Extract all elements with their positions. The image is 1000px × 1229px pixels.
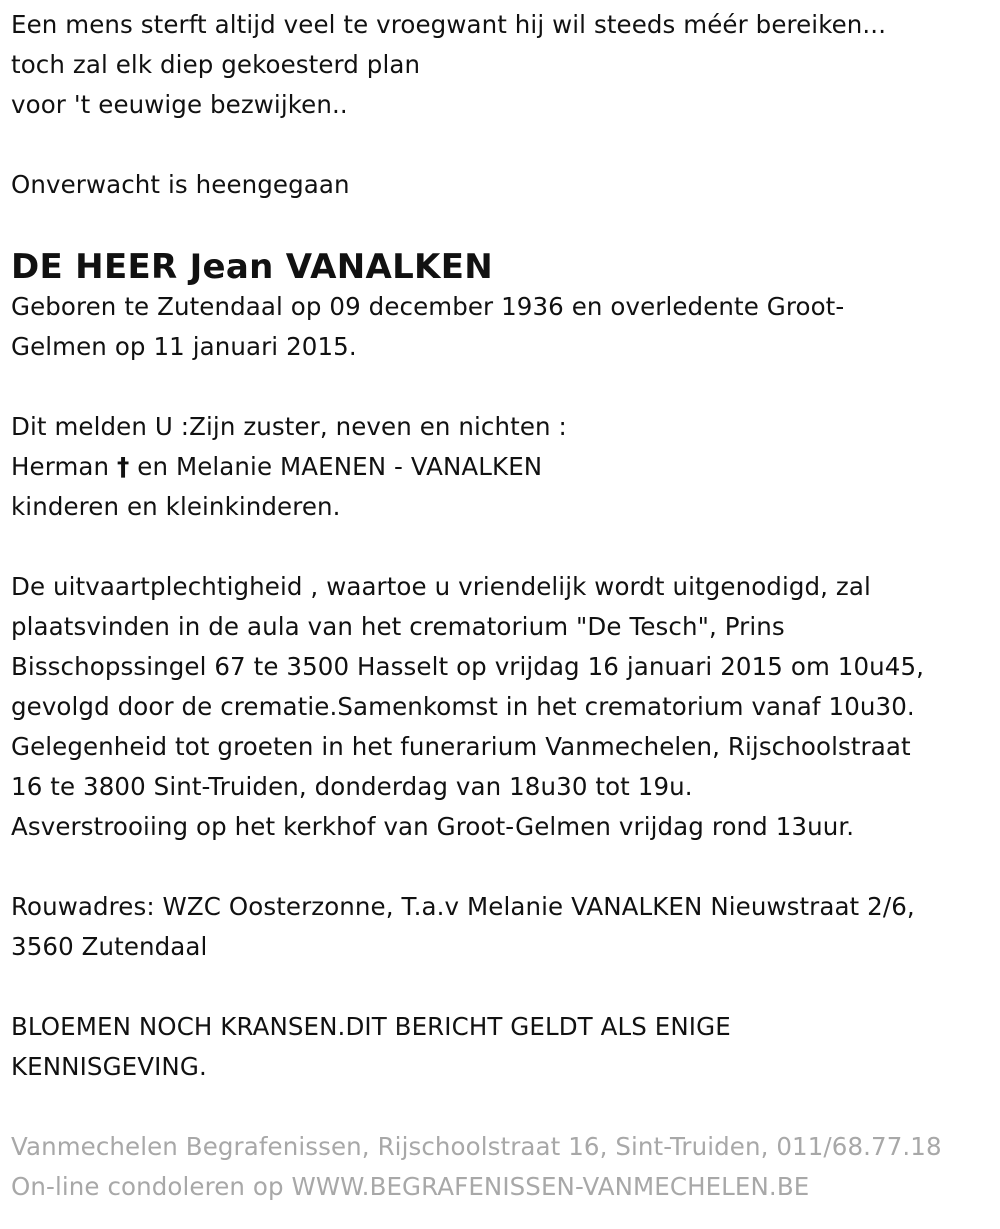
birth-death-line-2: Gelmen op 11 januari 2015. xyxy=(11,332,357,361)
address-section xyxy=(11,887,996,967)
family-section xyxy=(11,407,996,527)
poem-line-3: voor 't eeuwige bezwijken.. xyxy=(11,90,348,119)
birth-death-line-1: Geboren te Zutendaal op 09 december 1936 en overledente Groot- xyxy=(11,292,845,321)
ceremony-line-6: 16 te 3800 Sint-Truiden, donderdag van 18u30 tot 19u. xyxy=(11,772,693,801)
ceremony-line-4: gevolgd door de crematie.Samenkomst in het crematorium vanaf 10u30. xyxy=(11,692,915,721)
family-couple-rest: en Melanie MAENEN - VANALKEN xyxy=(137,452,543,481)
ceremony-line-5: Gelegenheid tot groeten in het funerarium Vanmechelen, Rijschoolstraat xyxy=(11,732,911,761)
address-line-2: 3560 Zutendaal xyxy=(11,932,208,961)
family-children: kinderen en kleinkinderen. xyxy=(11,492,341,521)
intro-text: Onverwacht is heengegaan xyxy=(11,170,350,199)
ceremony-line-3: Bisschopssingel 67 te 3500 Hasselt op vrijdag 16 januari 2015 om 10u45, xyxy=(11,652,925,681)
poem xyxy=(11,5,996,125)
address-line-1: Rouwadres: WZC Oosterzonne, T.a.v Melanie VANALKEN Nieuwstraat 2/6, xyxy=(11,892,915,921)
spacer xyxy=(11,205,996,245)
ceremony-line-7: Asverstrooiing op het kerkhof van Groot-Gelmen vrijdag rond 13uur. xyxy=(11,812,855,841)
footer-condolence-link[interactable]: On-line condoleren op WWW.BEGRAFENISSEN-VANMECHELEN.BE xyxy=(11,1172,810,1201)
notice-section xyxy=(11,1007,996,1087)
footer-company: Vanmechelen Begrafenissen, Rijschoolstraat 16, Sint-Truiden, 011/68.77.18 xyxy=(11,1132,942,1161)
poem-line-1: Een mens sterft altijd veel te vroegwant hij wil steeds méér bereiken... xyxy=(11,10,887,39)
cross-icon: † xyxy=(117,452,130,481)
notice-line-2: KENNISGEVING. xyxy=(11,1052,207,1081)
family-herman: Herman xyxy=(11,452,110,481)
ceremony-line-1: De uitvaartplechtigheid , waartoe u vriendelijk wordt uitgenodigd, zal xyxy=(11,572,871,601)
footer xyxy=(11,1127,996,1207)
family-announce: Dit melden U :Zijn zuster, neven en nichten : xyxy=(11,412,567,441)
ceremony-line-2: plaatsvinden in de aula van het crematorium "De Tesch", Prins xyxy=(11,612,785,641)
spacer xyxy=(11,1087,996,1127)
spacer xyxy=(11,367,996,407)
spacer xyxy=(11,527,996,567)
notice-line-1: BLOEMEN NOCH KRANSEN.DIT BERICHT GELDT ALS ENIGE xyxy=(11,1012,731,1041)
obituary-page xyxy=(11,5,996,1207)
ceremony-section xyxy=(11,567,996,847)
poem-line-2: toch zal elk diep gekoesterd plan xyxy=(11,50,421,79)
spacer xyxy=(11,125,996,165)
deceased-name: DE HEER Jean VANALKEN xyxy=(11,247,493,287)
spacer xyxy=(11,967,996,1007)
family-couple xyxy=(11,447,996,487)
spacer xyxy=(11,847,996,887)
